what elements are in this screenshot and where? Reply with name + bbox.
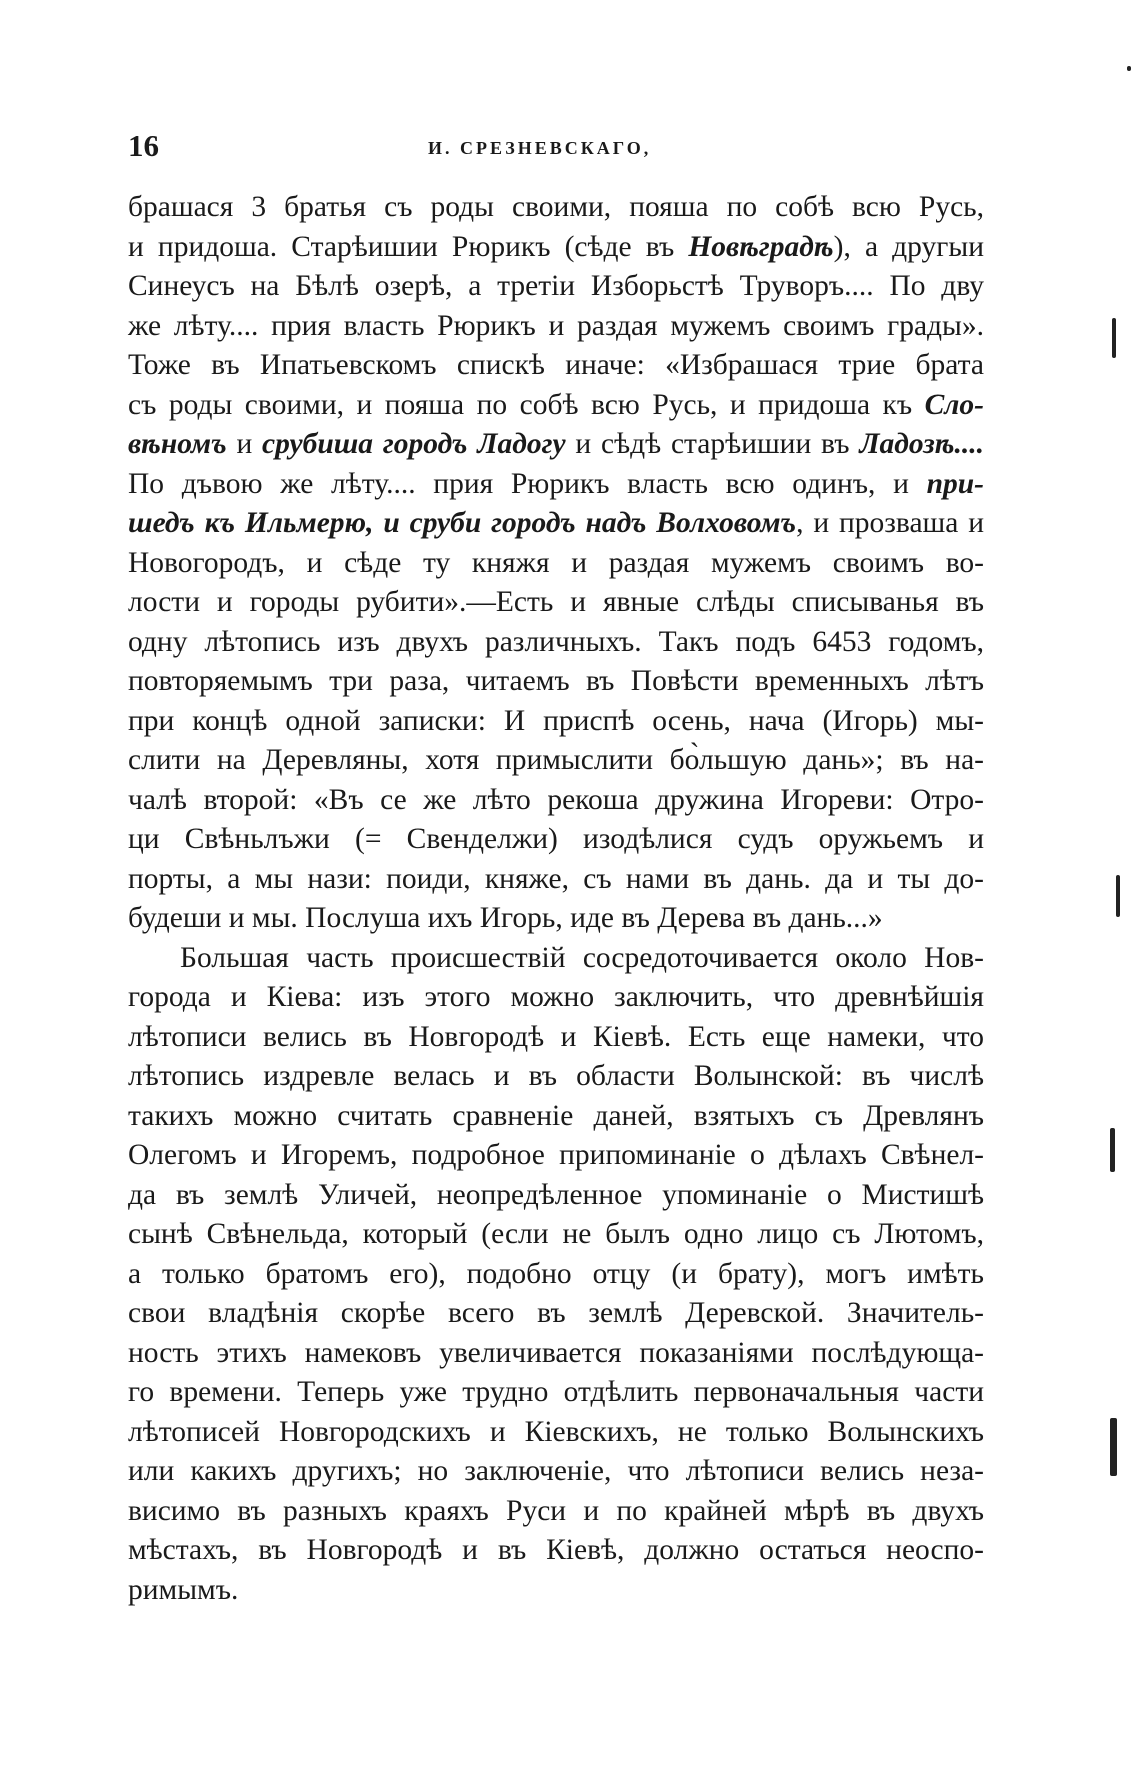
text-run: повторяемымъ три раза, читаемъ въ Повѣсти временныхъ лѣтъ [128,665,984,697]
italic-run: Новѣградѣ [688,230,834,263]
italic-run: при- [926,467,984,500]
text-line [128,702,984,742]
text-run: ность этихъ намековъ увеличивается показанiями послѣдующа- [128,1336,984,1369]
text-run: и придоша. Старѣишии Рюрикъ (сѣде въ [128,230,689,263]
text-line [128,1334,984,1374]
text-line [128,504,984,544]
text-run: го времени. Теперь уже трудно отдѣлить первоначальныя части [128,1376,984,1408]
text-line [128,386,984,426]
text-run: Синеусъ на Бѣлѣ озерѣ, а третiи Изборьстѣ Труворъ.... По дву [128,270,984,302]
text-run: По дъвою же лѣту.... прия Рюрикъ власть всю одинъ, и [128,467,927,500]
text-run: такихъ можно считать сравненiе даней, взятыхъ съ Древлянъ [128,1099,984,1132]
text-line [128,781,984,821]
text-line [128,860,984,900]
text-run: и сѣдѣ старѣишии въ [565,428,860,460]
text-line [128,228,984,268]
text-run: съ роды своими, и пояша по собѣ всю Русь, и придоша къ [128,388,925,421]
margin-mark [1127,66,1131,71]
text-line [128,583,984,623]
text-line [128,1531,984,1571]
text-line [128,1136,984,1176]
text-line [128,425,984,465]
text-line [128,939,984,979]
text-line [128,741,984,781]
italic-run: срубиша городъ Ладогу [262,428,566,460]
text-line [128,267,984,307]
text-run: лѣтопись издревле велась и въ области Волынской: въ числѣ [128,1060,984,1092]
text-run: свои владѣнiя скорѣе всего въ землѣ Деревской. Значитель- [128,1297,984,1329]
text-run: ), а другыи [833,230,984,263]
text-run: мѣстахъ, въ Новгородѣ и въ Кiевѣ, должно остаться неоспо- [128,1534,984,1566]
margin-mark [1116,875,1120,917]
text-run: римымъ. [128,1573,239,1606]
text-line [128,1373,984,1413]
text-line [128,346,984,386]
margin-mark [1110,1128,1115,1172]
paragraph-2 [128,939,984,1611]
text-line [128,1097,984,1137]
text-run: , и прозваша и [796,507,984,539]
page-header [128,128,983,168]
text-run: города и Кiева: изъ этого можно заключить, что древнѣйшiя [128,981,984,1013]
text-run: висимо въ разныхъ краяхъ Руси и по крайней мѣрѣ въ двухъ [128,1494,984,1527]
text-line [128,623,984,663]
italic-run: Ладозѣ.... [859,428,984,460]
text-line [128,1492,984,1532]
body-text [128,188,984,1610]
text-run: а только братомъ его), подобно отцу (и брату), могъ имѣть [128,1257,984,1290]
text-run: порты, а мы нази: поиди, княже, съ нами въ дань. да и ты до- [128,862,984,895]
text-run: лѣтописи велись въ Новгородѣ и Кiевѣ. Есть еще намеки, что [128,1020,984,1053]
text-line [128,1018,984,1058]
text-line [128,820,984,860]
text-run: лѣтописей Новгородскихъ и Кiевскихъ, не только Волынскихъ [128,1415,984,1448]
text-run: ци Свѣньлъжи (= Свенделжи) изодѣлися судъ оружьемъ и [128,823,984,855]
running-head: И. СРЕЗНЕВСКАГО, [428,138,652,158]
text-line [128,978,984,1018]
page-number: 16 [128,128,159,163]
text-run: чалѣ второй: «Въ се же лѣто рекоша дружина Игореви: Отро- [128,783,984,816]
text-line [128,1215,984,1255]
text-line [128,1255,984,1295]
italic-run: Сло- [924,388,984,421]
text-run: же лѣту.... прия власть Рюрикъ и раздая мужемъ своимъ грады». [128,309,984,342]
text-run: Большая часть происшествiй сосредоточивается около Нов- [180,941,984,974]
text-line [128,899,984,939]
text-run: Новогородъ, и сѣде ту княжя и раздая мужемъ своимъ во- [128,546,984,579]
text-line [128,1452,984,1492]
text-run: Тоже въ Ипатьевскомъ спискѣ иначе: «Избрашася трие брата [128,349,984,381]
text-run: слити на Деревляны, хотя примыслити бо̀льшую дань»; въ на- [128,744,984,776]
text-line [128,1413,984,1453]
text-run: будеши и мы. Послуша ихъ Игорь, иде въ Дерева въ дань...» [128,902,883,934]
text-run: одну лѣтопись изъ двухъ различныхъ. Такъ подъ 6453 годомъ, [128,625,984,658]
text-run: брашася 3 братья съ роды своими, пояша по собѣ всю Русь, [128,191,984,223]
text-line [128,1057,984,1097]
text-run: да въ землѣ Уличей, неопредѣленное упоминанiе о Мистишѣ [128,1178,984,1211]
text-line [128,465,984,505]
margin-mark [1110,1418,1117,1476]
text-line [128,307,984,347]
text-line [128,544,984,584]
text-run: или какихъ другихъ; но заключенiе, что лѣтописи велись неза- [128,1455,984,1487]
text-line [128,1571,984,1611]
text-line [128,1294,984,1334]
text-run: лости и городы рубити».—Есть и явные слѣды списыванья въ [128,586,984,618]
italic-run: вѣномъ [128,428,227,460]
text-line [128,1176,984,1216]
text-run: сынѣ Свѣнельда, который (если не былъ одно лицо съ Лютомъ, [128,1218,984,1250]
text-run: при концѣ одной записки: И приспѣ осень, нача (Игорь) мы- [128,704,984,737]
text-line [128,188,984,228]
italic-run: шедъ къ Ильмерю, и сруби городъ надъ Волховомъ [128,507,797,539]
paragraph-1 [128,188,984,939]
margin-mark [1112,318,1116,358]
text-run: и [226,428,263,460]
text-run: Олегомъ и Игоремъ, подробное припоминанiе о дѣлахъ Свѣнел- [128,1139,984,1171]
text-line [128,662,984,702]
